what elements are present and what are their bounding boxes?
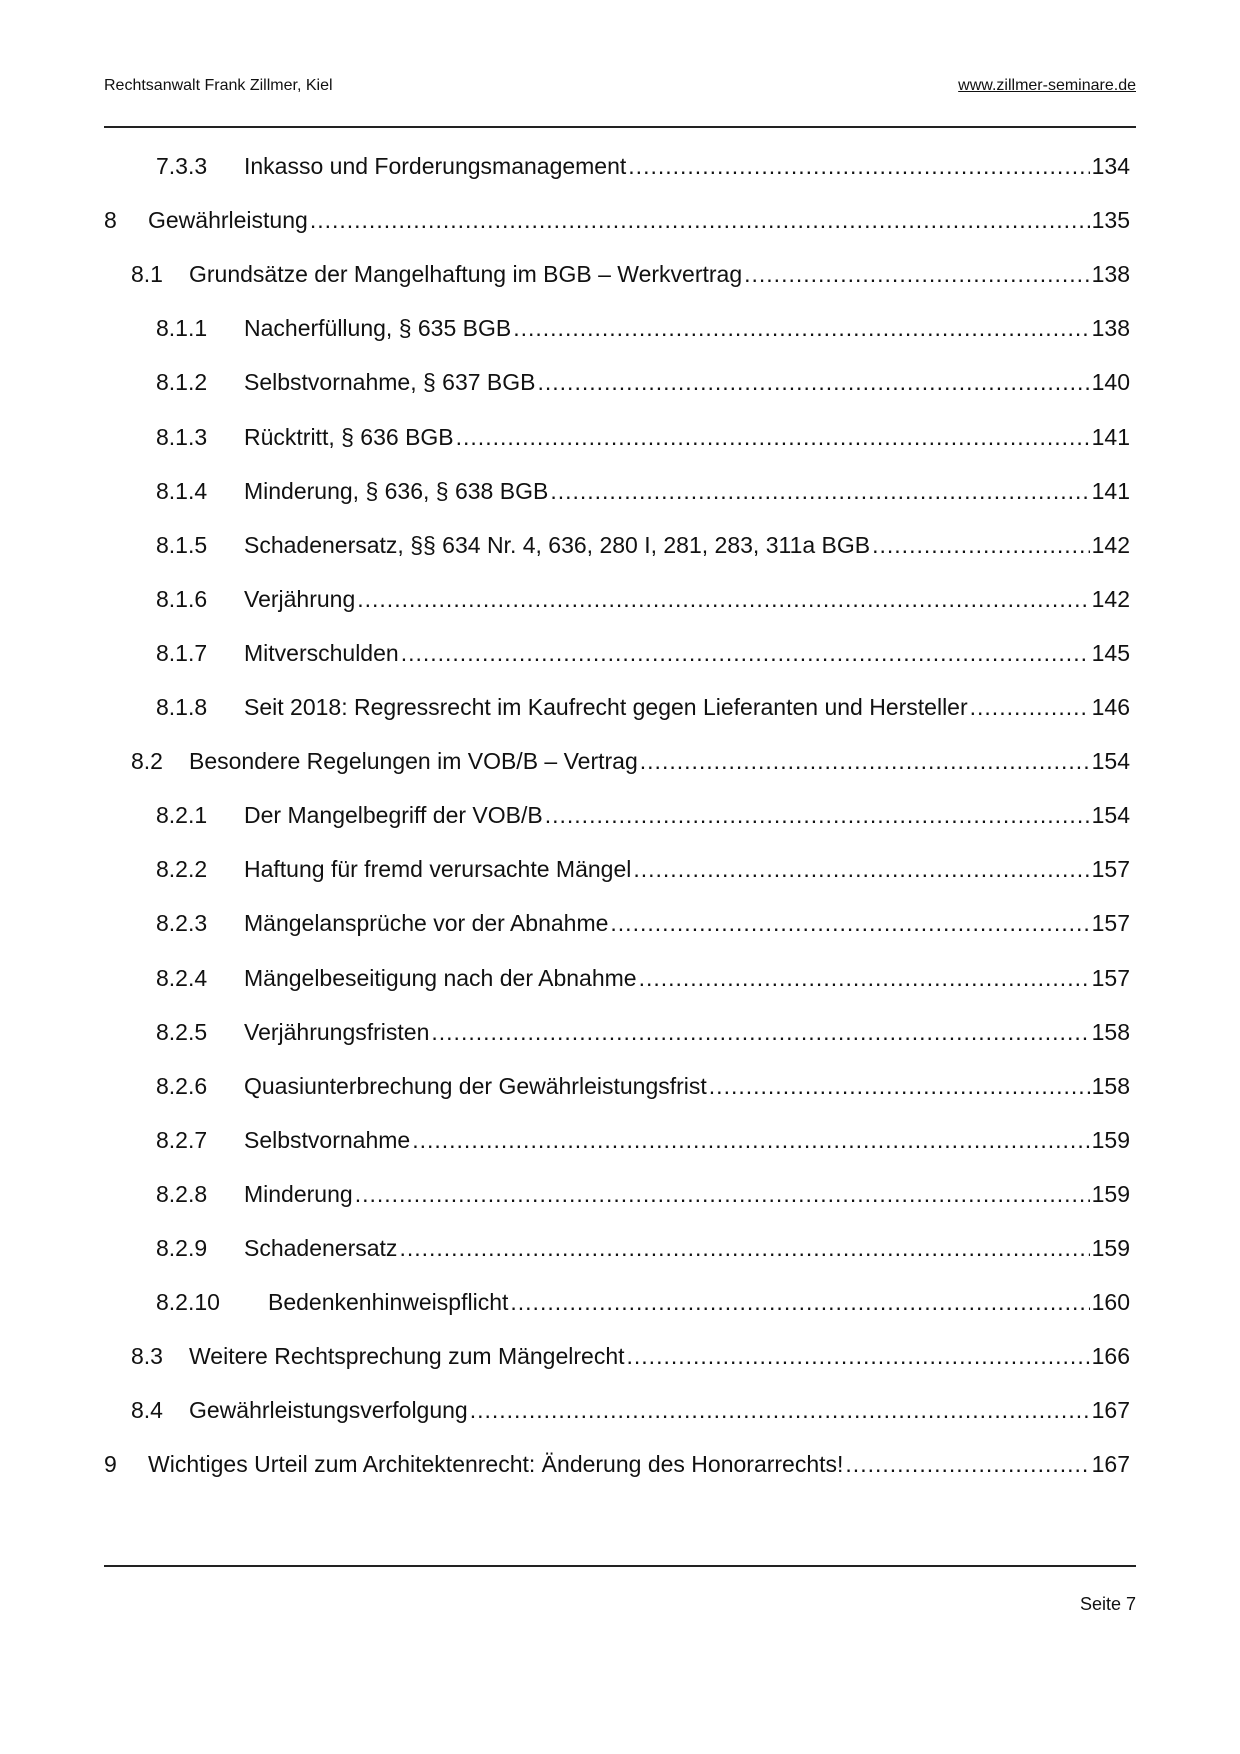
toc-dot-leader	[610, 903, 1089, 943]
toc-entry-number: 8.3	[131, 1343, 163, 1370]
toc-entry-number: 8.1.1	[156, 315, 208, 342]
toc-entry-line	[244, 958, 1130, 998]
toc-entry-title: Besondere Regelungen im VOB/B – Vertrag	[189, 748, 638, 775]
toc-entry-page: 167	[1091, 1397, 1130, 1424]
toc-entry-page: 146	[1091, 694, 1130, 720]
toc-entry[interactable]	[104, 849, 1136, 889]
toc-entry-title: Gewährleistung	[148, 207, 308, 234]
toc-entry[interactable]	[104, 1174, 1136, 1214]
toc-entry-number: 8.2.10	[156, 1289, 220, 1316]
toc-entry-line	[244, 633, 1130, 673]
toc-entry-page: 159	[1091, 1126, 1130, 1153]
toc-entry[interactable]	[104, 308, 1136, 348]
toc-dot-leader	[513, 308, 1089, 348]
toc-entry-title: Selbstvornahme, § 637 BGB	[244, 369, 536, 396]
toc-entry-line	[244, 362, 1130, 402]
toc-entry[interactable]	[104, 687, 1136, 727]
toc-entry-title: Gewährleistungsverfolgung	[189, 1397, 468, 1424]
toc-entry-page: 154	[1091, 802, 1130, 829]
toc-dot-leader	[355, 1174, 1090, 1214]
toc-entry-page: 157	[1091, 910, 1130, 937]
toc-dot-leader	[845, 1444, 1089, 1484]
toc-entry[interactable]	[104, 525, 1136, 565]
header-website-link[interactable]: www.zillmer-seminare.de	[958, 77, 1136, 94]
toc-entry-line	[189, 254, 1130, 294]
toc-dot-leader	[310, 200, 1090, 240]
toc-dot-leader	[431, 1012, 1089, 1052]
toc-entry-title: Inkasso und Forderungsmanagement	[244, 153, 627, 179]
toc-entry-line	[148, 200, 1130, 240]
toc-entry-line	[244, 579, 1130, 619]
toc-entry-page: 142	[1091, 531, 1130, 558]
toc-entry-number: 8.1.8	[156, 694, 208, 720]
toc-entry-title: Wichtiges Urteil zum Architektenrecht: Änderung des Honorarrechts!	[148, 1451, 844, 1478]
toc-entry-line	[244, 417, 1130, 457]
toc-entry[interactable]	[104, 200, 1136, 240]
toc-entry-number: 8.2	[131, 748, 163, 775]
toc-entry-page: 141	[1091, 477, 1130, 504]
toc-entry-page: 135	[1091, 207, 1130, 234]
toc-entry-title: Mitverschulden	[244, 639, 399, 666]
toc-entry-title: Seit 2018: Regressrecht im Kaufrecht gegen Lieferanten und Hersteller	[244, 694, 968, 720]
toc-entry-line	[244, 1012, 1130, 1052]
toc-dot-leader	[633, 849, 1089, 889]
toc-entry-page: 158	[1091, 1072, 1130, 1099]
toc-dot-leader	[872, 525, 1090, 565]
toc-entry-page: 158	[1091, 1018, 1130, 1045]
toc-entry[interactable]	[104, 958, 1136, 998]
toc-entry[interactable]	[104, 1444, 1136, 1484]
toc-entry-page: 142	[1091, 585, 1130, 612]
toc-dot-leader	[401, 633, 1090, 673]
toc-entry-title: Verjährung	[244, 585, 356, 612]
toc-entry-number: 9	[104, 1451, 117, 1478]
toc-entry-title: Quasiunterbrechung der Gewährleistungsfrist	[244, 1072, 707, 1099]
toc-entry[interactable]	[104, 471, 1136, 511]
toc-dot-leader	[640, 741, 1090, 781]
toc-dot-leader	[628, 146, 1089, 186]
toc-entry-line	[244, 849, 1130, 889]
toc-entry-number: 8.1.6	[156, 585, 208, 612]
toc-entry-number: 8.1.5	[156, 531, 208, 558]
toc-entry-line	[189, 1390, 1130, 1430]
toc-entry-title: Minderung, § 636, § 638 BGB	[244, 477, 549, 504]
toc-entry-number: 8.1.4	[156, 477, 208, 504]
page-number: Seite 7	[1079, 1594, 1136, 1614]
toc-entry[interactable]	[104, 417, 1136, 457]
toc-entry-title: Schadenersatz, §§ 634 Nr. 4, 636, 280 I, 281, 283, 311a BGB	[244, 531, 871, 558]
toc-entry-page: 145	[1091, 639, 1130, 666]
toc-entry-page: 159	[1091, 1235, 1130, 1261]
toc-entry-title: Rücktritt, § 636 BGB	[244, 423, 454, 450]
toc-entry-page: 154	[1091, 748, 1130, 775]
toc-entry-title: Bedenkenhinweispflicht	[268, 1289, 509, 1316]
toc-entry-line	[244, 1174, 1130, 1214]
header-divider	[104, 126, 1136, 128]
toc-entry[interactable]	[104, 146, 1136, 186]
footer-divider	[104, 1565, 1136, 1567]
toc-entry-title: Der Mangelbegriff der VOB/B	[244, 802, 543, 829]
toc-entry-number: 8.2.8	[156, 1180, 208, 1207]
toc-entry-number: 8.2.4	[156, 964, 208, 991]
toc-entry[interactable]	[104, 1390, 1136, 1430]
toc-entry[interactable]	[104, 1012, 1136, 1052]
toc-entry-line	[189, 1336, 1130, 1376]
toc-entry-page: 138	[1091, 315, 1130, 342]
toc-entry[interactable]	[104, 741, 1136, 781]
toc-entry-number: 8.1.7	[156, 639, 208, 666]
toc-entry-line	[148, 1444, 1130, 1484]
toc-entry-title: Weitere Rechtsprechung zum Mängelrecht	[189, 1343, 625, 1370]
toc-entry-number: 8.2.2	[156, 856, 208, 883]
toc-entry-title: Verjährungsfristen	[244, 1018, 430, 1045]
toc-dot-leader	[550, 471, 1089, 511]
page-header	[104, 74, 1136, 98]
toc-entry-number: 8.2.1	[156, 802, 208, 829]
toc-entry-number: 8.2.9	[156, 1235, 208, 1261]
toc-entry[interactable]	[104, 254, 1136, 294]
toc-entry-number: 8.2.3	[156, 910, 208, 937]
toc-dot-leader	[470, 1390, 1090, 1430]
toc-entry-line	[244, 1120, 1130, 1160]
toc-entry-number: 8.1	[131, 261, 163, 288]
toc-entry-line	[244, 795, 1130, 835]
toc-dot-leader	[412, 1120, 1089, 1160]
toc-entry[interactable]	[104, 795, 1136, 835]
toc-entry[interactable]	[104, 1282, 1136, 1322]
toc-entry-number: 8.2.5	[156, 1018, 208, 1045]
toc-entry[interactable]	[104, 362, 1136, 402]
toc-entry-line	[244, 471, 1130, 511]
toc-entry-title: Schadenersatz	[244, 1235, 398, 1261]
toc-entry-title: Mängelbeseitigung nach der Abnahme	[244, 964, 637, 991]
toc-entry-page: 166	[1091, 1343, 1130, 1370]
toc-entry-number: 8.1.3	[156, 423, 208, 450]
toc-entry-line	[244, 1066, 1130, 1106]
toc-entry-page: 159	[1091, 1180, 1130, 1207]
toc-entry-page: 134	[1091, 153, 1130, 179]
toc-entry-title: Grundsätze der Mangelhaftung im BGB – Werkvertrag	[189, 261, 743, 288]
toc-entry-line	[244, 308, 1130, 348]
toc-entry[interactable]	[104, 633, 1136, 673]
toc-dot-leader	[510, 1282, 1089, 1322]
toc-dot-leader	[744, 254, 1090, 294]
toc-entry[interactable]	[104, 1120, 1136, 1160]
toc-entry-line	[244, 525, 1130, 565]
toc-dot-leader	[545, 795, 1090, 835]
toc-entry-number: 8	[104, 207, 117, 234]
toc-dot-leader	[399, 1228, 1089, 1268]
toc-entry-title: Minderung	[244, 1180, 353, 1207]
toc-dot-leader	[639, 958, 1090, 998]
toc-dot-leader	[538, 362, 1090, 402]
toc-entry[interactable]	[104, 1066, 1136, 1106]
toc-entry-title: Mängelansprüche vor der Abnahme	[244, 910, 609, 937]
toc-entry-line	[268, 1282, 1130, 1322]
toc-entry[interactable]	[104, 1228, 1136, 1268]
toc-entry[interactable]	[104, 1336, 1136, 1376]
toc-dot-leader	[709, 1066, 1090, 1106]
toc-entry-page: 157	[1091, 964, 1130, 991]
toc-entry[interactable]	[104, 903, 1136, 943]
header-author: Rechtsanwalt Frank Zillmer, Kiel	[104, 77, 333, 94]
toc-entry-line	[244, 1228, 1130, 1268]
toc-entry-title: Nacherfüllung, § 635 BGB	[244, 315, 512, 342]
toc-entry-page: 141	[1091, 423, 1130, 450]
toc-entry-number: 8.1.2	[156, 369, 208, 396]
toc-entry-number: 8.2.6	[156, 1072, 208, 1099]
toc-entry-line	[244, 687, 1130, 727]
toc-entry-page: 157	[1091, 856, 1130, 883]
toc-entry-page: 160	[1091, 1289, 1130, 1316]
toc-entry[interactable]	[104, 579, 1136, 619]
toc-entry-number: 7.3.3	[156, 153, 208, 179]
toc-dot-leader	[456, 417, 1090, 457]
toc-dot-leader	[970, 687, 1090, 727]
toc-entry-page: 140	[1091, 369, 1130, 396]
toc-entry-number: 8.4	[131, 1397, 163, 1424]
toc-entry-line	[189, 741, 1130, 781]
toc-entry-title: Selbstvornahme	[244, 1126, 411, 1153]
toc-entry-number: 8.2.7	[156, 1126, 208, 1153]
toc-dot-leader	[627, 1336, 1090, 1376]
toc-entry-page: 167	[1091, 1451, 1130, 1478]
toc-dot-leader	[357, 579, 1089, 619]
toc-entry-line	[244, 146, 1130, 186]
toc-entry-page: 138	[1091, 261, 1130, 288]
toc-entry-line	[244, 903, 1130, 943]
toc-entry-title: Haftung für fremd verursachte Mängel	[244, 856, 632, 883]
